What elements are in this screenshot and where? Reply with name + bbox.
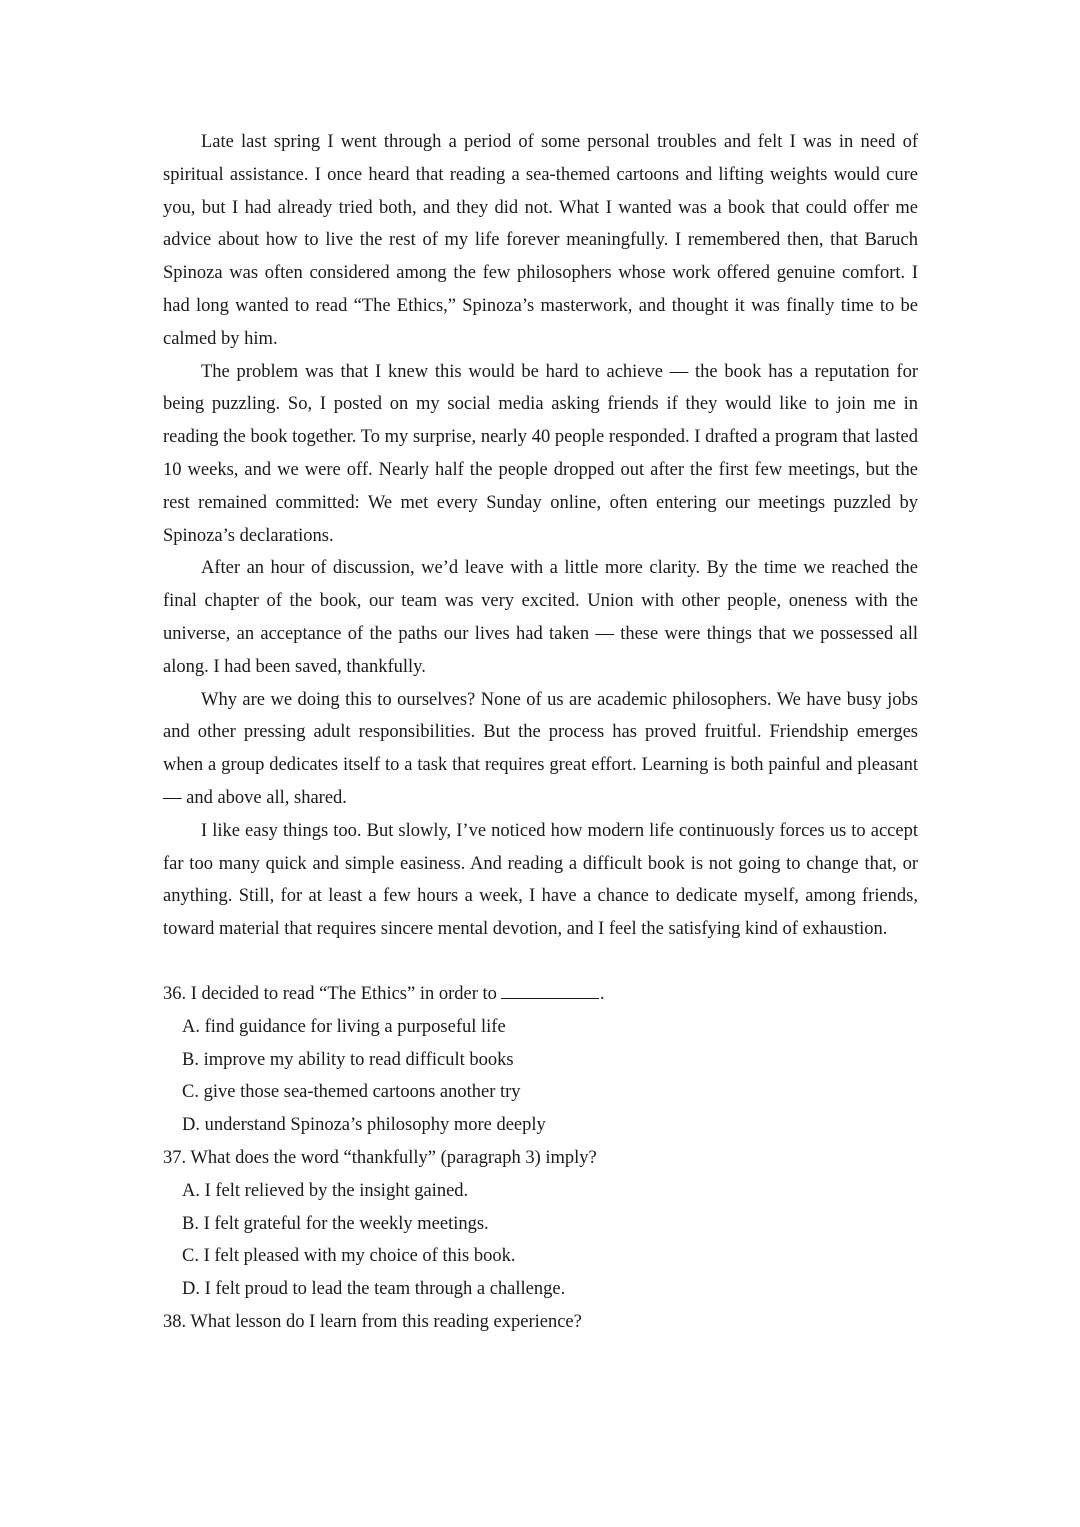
question-stem-text: 36. I decided to read “The Ethics” in order to xyxy=(163,983,497,1004)
option-a: A. I felt relieved by the insight gained. xyxy=(182,1180,469,1201)
question-list xyxy=(163,978,918,1339)
passage-paragraph-4: Why are we doing this to ourselves? None of us are academic philosophers. We have busy jobs and other pressing adult responsibilities. But the process has proved fruitful. Friendship emerges when a group dedicates itself to a task that requires great effort. Learning is both painful and pleasant — and above all, shared. xyxy=(163,689,918,808)
passage-paragraph-5: I like easy things too. But slowly, I’ve noticed how modern life continuously forces us to accept far too many quick and simple easiness. And reading a difficult book is not going to change that, or anything. Still, for at least a few hours a week, I have a chance to dedicate myself, among friends, toward material that requires sincere mental devotion, and I feel the satisfying kind of exhaustion. xyxy=(163,820,918,940)
passage-paragraph-3: After an hour of discussion, we’d leave with a little more clarity. By the time we reached the final chapter of the book, our team was very excited. Union with other people, oneness with the universe, an acceptance of the paths our lives had taken — these were things that we possessed all along. I had been saved, thankfully. xyxy=(163,558,918,677)
option-b: B. improve my ability to read difficult books xyxy=(182,1049,514,1070)
question-stem xyxy=(163,978,918,1011)
passage-paragraph-2: The problem was that I knew this would be hard to achieve — the book has a reputation for being puzzling. So, I posted on my social media asking friends if they would like to join me in reading the book together. To my surprise, nearly 40 people responded. I drafted a program that lasted 10 weeks, and we were off. Nearly half the people dropped out after the first few meetings, but the rest remained committed: We met every Sunday online, often entering our meetings puzzled by Spinoza’s declarations. xyxy=(163,361,918,546)
option-b: B. I felt grateful for the weekly meetings. xyxy=(182,1213,489,1234)
question-stem-end: . xyxy=(599,983,605,1004)
question-37 xyxy=(163,1142,918,1306)
option-c: C. I felt pleased with my choice of this book. xyxy=(182,1246,516,1267)
option-d: D. I felt proud to lead the team through a challenge. xyxy=(182,1279,566,1300)
passage-paragraph-1: Late last spring I went through a period of some personal troubles and felt I was in need of spiritual assistance. I once heard that reading a sea-themed cartoons and lifting weights would cure you, but I had already tried both, and they did not. What I wanted was a book that could offer me advice about how to live the rest of my life forever meaningfully. I remembered then, that Baruch Spinoza was often considered among the few philosophers whose work offered genuine comfort. I had long wanted to read “The Ethics,” Spinoza’s masterwork, and thought it was finally time to be calmed by him. xyxy=(163,132,918,349)
option-d: D. understand Spinoza’s philosophy more deeply xyxy=(182,1115,546,1136)
question-38 xyxy=(163,1306,918,1339)
question-stem: 37. What does the word “thankfully” (paragraph 3) imply? xyxy=(163,1147,597,1168)
option-c: C. give those sea-themed cartoons another try xyxy=(182,1082,521,1103)
answer-blank xyxy=(501,980,599,999)
question-stem: 38. What lesson do I learn from this reading experience? xyxy=(163,1311,582,1332)
exam-page xyxy=(163,126,918,1339)
reading-passage xyxy=(163,126,918,946)
option-a: A. find guidance for living a purposeful life xyxy=(182,1016,506,1037)
question-36 xyxy=(163,978,918,1142)
